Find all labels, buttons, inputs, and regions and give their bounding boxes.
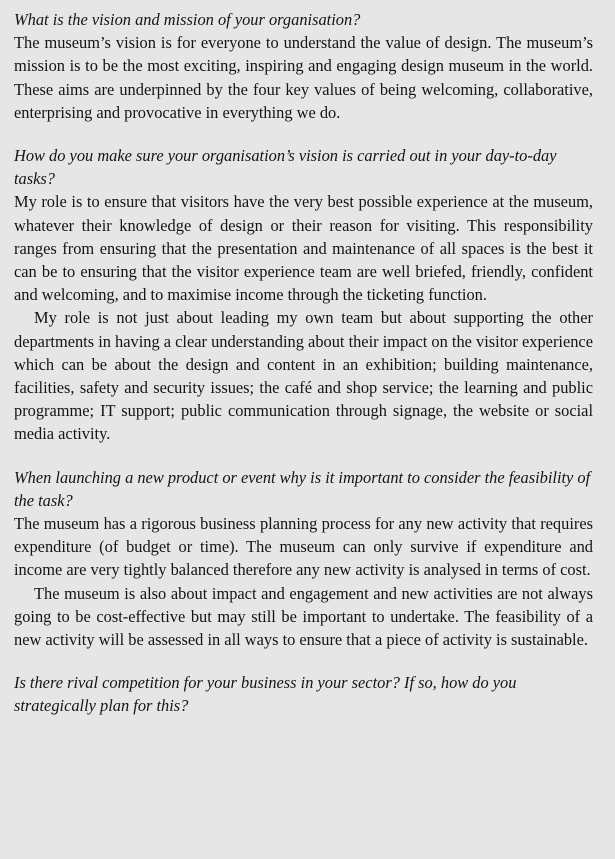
question-heading: When launching a new product or event why is it important to consider the feasibility of the task?: [14, 467, 591, 510]
answer-paragraph: The museum has a rigorous business planning process for any new activity that requires expenditure (of budget or time). The museum can only survive if expenditure and income are very tightly balanced therefore any new activity is analysed in terms of cost.: [14, 514, 593, 580]
question-heading: Is there rival competition for your business in your sector? If so, how do you strategically plan for this?: [14, 673, 517, 716]
qa-section-vision: [14, 8, 593, 124]
answer-paragraph: My role is to ensure that visitors have the very best possible experience at the museum, whatever their knowledge of design or their reason for visiting. This responsibility ranges from ensuring that the presentation and maintenance of all spaces is the best it can be to ensuring that the visitor experience team are well briefed, friendly, confident and welcoming, and to maximise income through the ticketing function.: [14, 192, 593, 305]
question-heading: How do you make sure your organisation’s vision is carried out in your day-to-day tasks?: [14, 146, 557, 189]
qa-section-competition: [14, 671, 593, 717]
qa-section-feasibility: [14, 466, 593, 652]
answer-paragraph: My role is not just about leading my own team but about supporting the other departments in having a clear understanding about their impact on the visitor experience which can be about the design and content in an exhibition; building maintenance, facilities, safety and security issues; the café and shop service; the learning and public programme; IT support; public communication through signage, the website or social media activity.: [14, 308, 593, 444]
question-heading: What is the vision and mission of your organisation?: [14, 10, 361, 29]
answer-paragraph: The museum’s vision is for everyone to understand the value of design. The museum’s mission is to be the most exciting, inspiring and engaging design museum in the world. These aims are underpinned by the four key values of being welcoming, collaborative, enterprising and provocative in everything we do.: [14, 33, 593, 122]
answer-paragraph: The museum is also about impact and engagement and new activities are not always going to be cost-effective but may still be important to undertake. The feasibility of a new activity will be assessed in all ways to ensure that a piece of activity is sustainable.: [14, 583, 593, 650]
qa-section-day-to-day: [14, 144, 593, 446]
